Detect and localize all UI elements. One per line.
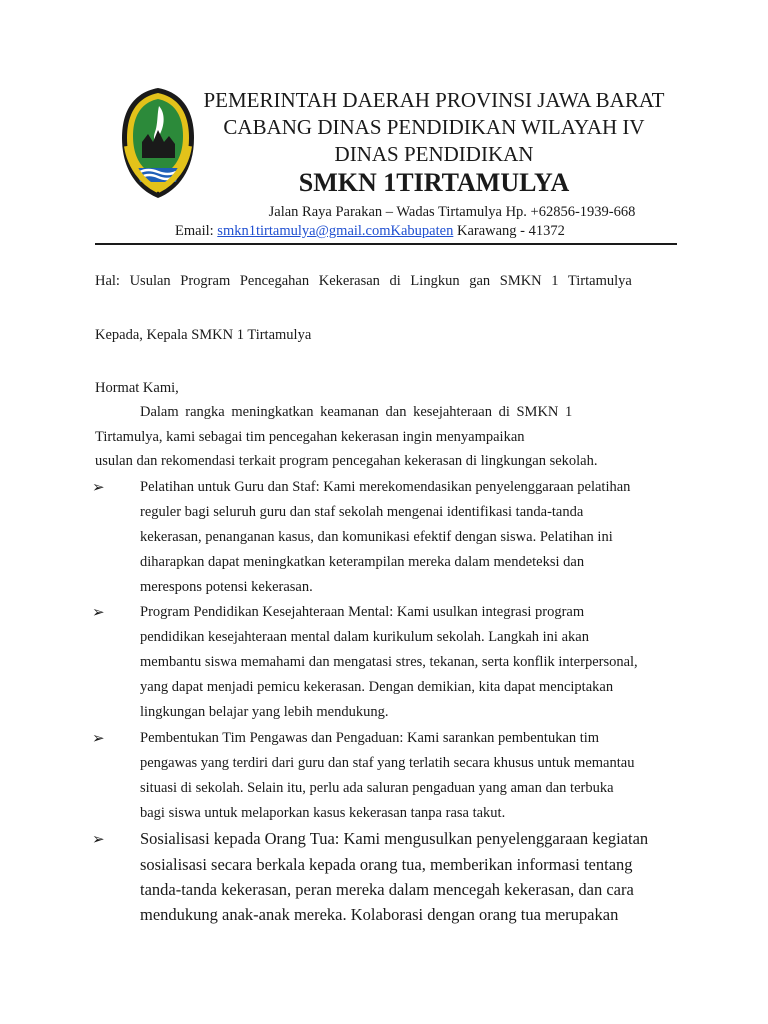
school-address: Jalan Raya Parakan – Wadas Tirtamulya Hp. +62856-1939-668: [268, 204, 636, 220]
contact-line: [175, 223, 565, 240]
item-1-line-4: diharapkan dapat meningkatkan keterampilan mereka dalam mendeteksi dan: [140, 554, 585, 570]
item-2-line-1: Program Pendidikan Kesejahteraan Mental: Kami usulkan integrasi program: [140, 604, 585, 620]
letter-subject: Hal: Usulan Program Pencegahan Kekerasan di Lingkun gan SMKN 1 Tirtamulya: [95, 273, 632, 289]
gov-line-1: PEMERINTAH DAERAH PROVINSI JAWA BARAT: [203, 88, 665, 112]
item-3-line-1: Pembentukan Tim Pengawas dan Pengaduan: Kami sarankan pembentukan tim: [140, 730, 600, 746]
bullet-arrow-icon: ➢: [92, 480, 105, 496]
item-1-line-5: merespons potensi kekerasan.: [140, 579, 313, 595]
item-3-line-4: bagi siswa untuk melaporkan kasus kekerasan tanpa rasa takut.: [140, 805, 506, 821]
bullet-arrow-icon: ➢: [92, 832, 105, 848]
email-label: Email:: [175, 223, 214, 239]
gov-line-3: DINAS PENDIDIKAN: [334, 142, 534, 166]
item-2-line-5: lingkungan belajar yang lebih mendukung.: [140, 704, 389, 720]
intro-line-2: Tirtamulya, kami sebagai tim pencegahan kekerasan ingin menyampaikan: [95, 429, 525, 445]
bullet-arrow-icon: ➢: [92, 605, 105, 621]
item-2-line-3: membantu siswa memahami dan mengatasi stres, tekanan, serta konflik interpersonal,: [140, 654, 638, 670]
item-3-line-3: situasi di sekolah. Selain itu, perlu ada saluran pengaduan yang aman dan terbuka: [140, 780, 614, 796]
gov-line-2: CABANG DINAS PENDIDIKAN WILAYAH IV: [223, 115, 645, 139]
city-text: Karawang - 41372: [456, 223, 565, 239]
letterhead-divider: [95, 243, 677, 245]
intro-line-1: Dalam rangka meningkatkan keamanan dan kesejahteraan di SMKN 1: [140, 404, 573, 420]
item-4-line-1: Sosialisasi kepada Orang Tua: Kami mengusulkan penyelenggaraan kegiatan: [140, 829, 649, 848]
letter-recipient: Kepada, Kepala SMKN 1 Tirtamulya: [95, 327, 312, 343]
letter-greeting: Hormat Kami,: [95, 380, 179, 396]
item-4-line-2: sosialisasi secara berkala kepada orang tua, memberikan informasi tentang: [140, 855, 633, 874]
item-3-line-2: pengawas yang terdiri dari guru dan staf yang terlatih secara khusus untuk memantau: [140, 755, 635, 771]
intro-line-3: usulan dan rekomendasi terkait program pencegahan kekerasan di lingkungan sekolah.: [95, 453, 598, 469]
item-2-line-2: pendidikan kesejahteraan mental dalam kurikulum sekolah. Langkah ini akan: [140, 629, 589, 645]
item-1-line-2: reguler bagi seluruh guru dan staf sekolah mengenai identifikasi tanda-tanda: [140, 504, 584, 520]
item-4-line-4: mendukung anak-anak mereka. Kolaborasi dengan orang tua merupakan: [140, 905, 619, 924]
item-1-line-1: Pelatihan untuk Guru dan Staf: Kami merekomendasikan penyelenggaraan pelatihan: [140, 479, 631, 495]
bullet-arrow-icon: ➢: [92, 731, 105, 747]
item-1-line-3: kekerasan, penanganan kasus, dan komunikasi efektif dengan siswa. Pelatihan ini: [140, 529, 613, 545]
item-2-line-4: yang dapat menjadi pemicu kekerasan. Dengan demikian, kita dapat menciptakan: [140, 679, 614, 695]
school-name: SMKN 1TIRTAMULYA: [298, 168, 570, 197]
item-4-line-3: tanda-tanda kekerasan, peran mereka dalam mencegah kekerasan, dan cara: [140, 880, 634, 899]
email-link[interactable]: smkn1tirtamulya@gmail.comKabupaten: [217, 223, 454, 239]
